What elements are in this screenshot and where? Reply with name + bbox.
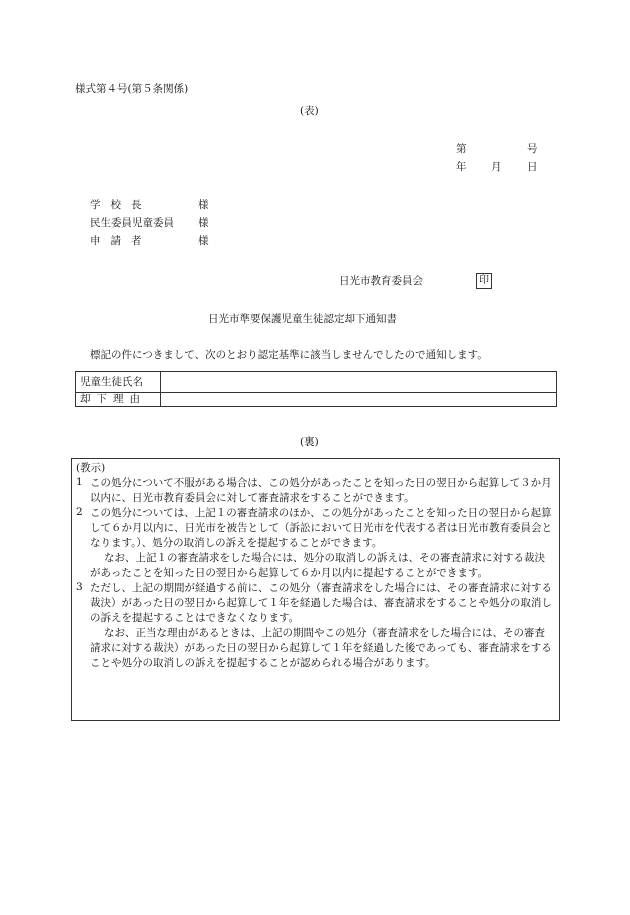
instruction-box [71, 458, 560, 721]
addressee-principal [90, 199, 209, 212]
item-paragraph: なお、正当な理由があるときは、上記の期間やこの処分（審査請求をした場合には、その審査請求に対する裁決）があった日の翌日から起算して１年を経過した後であっても、審査請求をすることや処分の取消しの訴えを提起することが認められる場合があります。 [90, 627, 552, 669]
item-text: この処分について不服がある場合は、この処分があったことを知った日の翌日から起算して３か月以内に、日光市教育委員会に対して審査請求をすることができます。 [90, 477, 552, 504]
rejection-reason-label: 却下理由 [76, 393, 161, 407]
item-text: この処分については、上記１の審査請求のほか、この処分があったことを知った日の翌日から起算して６か月以内に、日光市を被告として（訴訟において日光市を代表する者は日光市教育委員会となります。）、処分の取消しの訴えを提起することができます。 [90, 507, 552, 549]
issuer-name: 日光市教育委員会 [339, 275, 423, 287]
addressee-name: 学校長 [90, 199, 152, 211]
side-back-label: (裏) [300, 436, 319, 448]
item-text: ただし、上記の期間が経過する前に、この処分（審査請求をした場合には、その審査請求に対する裁決）があった日の翌日から起算して１年を経過した場合は、審査請求をすることや処分の取消しの訴えを提起することはできなくなります。 [90, 582, 552, 624]
student-name-value [161, 372, 557, 393]
instruction-heading: (教示) [76, 462, 106, 474]
table-row [76, 372, 557, 393]
document-title: 日光市準要保護児童生徒認定却下通知書 [208, 313, 397, 325]
addressee-name: 申請者 [90, 235, 152, 247]
info-table [75, 371, 557, 407]
item-number: 1 [76, 476, 83, 488]
list-item [76, 506, 553, 551]
addressee-suffix: 様 [198, 217, 209, 229]
item-number: 3 [76, 581, 83, 593]
date-day: 日 [527, 161, 538, 173]
doc-number-suffix: 号 [527, 143, 538, 155]
rejection-reason-value [161, 393, 557, 407]
item-paragraph: なお、上記１の審査請求をした場合には、処分の取消しの訴えは、その審査請求に対する裁決があったことを知った日の翌日から起算して６か月以内に提起することができます。 [90, 552, 545, 579]
student-name-label: 児童生徒氏名 [76, 372, 161, 393]
doc-number-prefix: 第 [456, 143, 467, 155]
table-row [76, 393, 557, 407]
list-item [76, 476, 553, 506]
date-month: 月 [491, 161, 502, 173]
side-front-label: (表) [300, 105, 319, 117]
date-year: 年 [456, 161, 467, 173]
addressee-welfare-commissioner [90, 217, 209, 230]
addressee-suffix: 様 [198, 235, 209, 247]
seal-mark: 印 [476, 273, 492, 289]
addressee-name: 民生委員児童委員 [90, 217, 174, 229]
form-label: 様式第４号(第５条関係) [75, 83, 189, 95]
intro-text: 標記の件につきまして、次のとおり認定基準に該当しませんでしたので通知します。 [90, 349, 488, 361]
addressee-applicant [90, 235, 209, 248]
addressee-suffix: 様 [198, 199, 209, 211]
item-number: 2 [76, 506, 83, 518]
list-item [76, 581, 553, 626]
